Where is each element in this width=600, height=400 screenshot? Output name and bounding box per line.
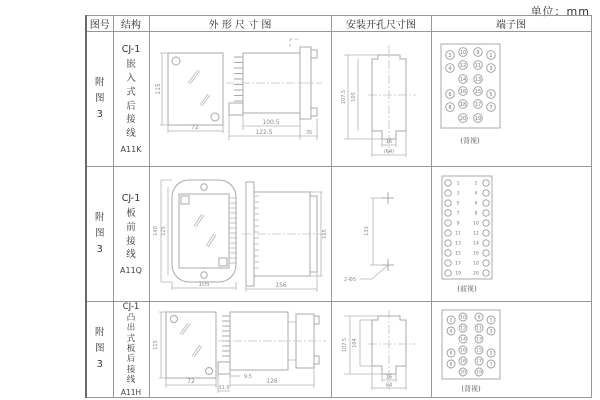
dim-outer-height: 140 [153,225,159,236]
cell-structure-3 [113,302,149,398]
dashed-hook [290,39,300,47]
cell-outline-3 [149,302,331,398]
terminal-number: 8 [449,362,453,368]
terminal-diagram-a11h [432,304,590,395]
dim-width: 105 [198,280,210,288]
structure-desc: 凸出式板后接线 [126,313,136,386]
outline-drawing-a11k [150,33,330,166]
dim-depth3: 126 [266,377,278,385]
screw-hole [206,367,213,374]
header-mounting: 安装开孔尺寸图 [331,16,431,32]
pin-comb [254,196,259,268]
view-label: (背视) [461,384,481,393]
terminal-number: 7 [489,104,493,111]
terminal-number: 16 [460,348,466,354]
terminal-number: 6 [448,91,452,98]
structure-desc: 嵌入式后接线 [126,59,136,140]
screw-hole [211,113,219,121]
terminal-number: 19 [476,370,482,376]
terminal-number: 11 [476,326,482,332]
terminal-number: 11 [455,231,461,237]
structure-code: A11K [120,144,142,154]
glass-hatch [194,214,216,247]
cell-figure-3 [86,302,113,398]
terminal-number: 15 [474,88,482,95]
cell-outline-2 [149,167,331,302]
dim-h1: 107.5 [342,337,348,352]
terminal-number: 8 [448,104,452,111]
terminal-number: 17 [476,359,482,365]
glass-hatch [180,323,202,357]
mounting-drawing-a11h [332,304,430,395]
terminal-number: 13 [476,337,482,343]
figure-no: 附图3 [95,211,105,256]
screw-hole [201,183,207,189]
cell-terminal-1 [431,32,591,167]
dim-depth2: 122.5 [255,128,273,136]
outline-drawing-a11q [150,168,330,301]
dim-h1: 107.5 [341,89,347,104]
outline-drawing-a11h [150,304,330,395]
flange-tab [314,356,319,364]
header-outline: 外 形 尺 寸 图 [149,16,331,32]
dim-height: 115 [153,339,159,350]
dim-h2: 105 [351,91,357,102]
terminal-number: 1 [489,52,493,59]
dim-height: 115 [155,82,162,95]
structure-model: CJ-1 [121,192,141,204]
terminal-number: 19 [455,271,461,277]
screw-hole [172,57,180,65]
terminal-number: 11 [474,62,482,69]
header-structure: 结构 [113,16,149,32]
terminal-number: 12 [473,231,479,237]
header-figure-no: 图号 [86,16,113,32]
dim-width: 72 [191,123,199,131]
terminal-number: 3 [456,191,460,197]
header-row [86,16,591,32]
terminal-number: 13 [474,76,482,83]
terminal-number: 20 [460,370,466,376]
terminal-number: 6 [474,201,478,207]
terminal-number: 10 [473,221,479,227]
terminal-number: 9 [476,49,480,56]
header-terminal: 端子图 [431,16,591,32]
dim-flange: 35 [305,129,313,136]
terminal-number: 18 [459,101,467,108]
terminal-number: 15 [455,251,461,257]
terminal-number: 2 [474,181,478,187]
structure-model: CJ-1 [121,44,141,56]
terminal-number: 4 [448,65,452,72]
cell-terminal-3 [431,302,591,398]
terminal-number: 5 [456,201,460,207]
table-row-a11k [86,32,591,167]
terminal-number: 19 [474,115,482,122]
structure-model: CJ-1 [122,302,140,312]
spec-table [85,15,592,398]
cell-terminal-2 [431,167,591,302]
terminal-number: 3 [489,329,493,335]
terminal-number: 18 [460,359,466,365]
dim-inner-height: 125 [161,225,167,236]
mounting-drawing-a11q [332,168,430,301]
terminal-number: 7 [489,362,493,368]
dim-depth1: 100.5 [262,118,280,126]
flange-tab [311,108,317,116]
terminal-number: 12 [459,62,467,69]
terminal-number: 3 [489,65,493,72]
terminal-number: 17 [455,261,461,267]
terminal-number: 14 [460,337,466,343]
terminal-number: 1 [489,318,493,324]
terminal-number: 13 [455,241,461,247]
terminal-number: 7 [456,211,460,217]
terminal-number: 16 [473,251,479,257]
figure-no: 附图3 [95,327,105,371]
mounting-drawing-a11k [332,33,430,166]
cell-figure-1 [86,32,113,167]
terminal-number: 14 [459,76,467,83]
terminal-number: 4 [474,191,478,197]
dim-depth1: 31.5 [218,384,230,391]
terminal-number: 10 [459,49,467,56]
glass-hatch [188,70,210,106]
dim-w2: 64 [385,382,393,389]
dim-side-height: 115 [322,228,328,239]
dim-width: 72 [187,377,195,385]
terminal-number: 12 [460,326,466,332]
flange-tab [311,50,317,58]
dim-h2: 104 [352,337,358,348]
structure-code: A11H [120,387,142,397]
terminal-number: 2 [449,318,453,324]
drill-cross [382,192,394,204]
screw-hole [201,271,207,277]
terminal-number: 9 [477,315,481,321]
figure-no: 附图3 [95,76,105,121]
table-row-a11q [86,167,591,302]
dim-depth2: 9.5 [244,373,252,380]
cell-structure-2 [113,167,149,302]
terminal-number: 5 [489,91,493,98]
cell-figure-2 [86,167,113,302]
terminal-number: 9 [456,221,460,227]
terminal-number: 5 [489,351,493,357]
structure-code: A11Q [120,266,142,276]
terminal-number: 1 [456,181,460,187]
dim-hole-span: 133 [364,225,370,236]
cell-outline-1 [149,32,331,167]
terminal-number: 18 [473,261,479,267]
structure-desc: 板前接线 [126,207,136,261]
dim-w1: 16 [385,138,393,145]
cell-mounting-3 [331,302,431,398]
pin-comb [222,316,230,356]
terminal-number: 16 [459,88,467,95]
terminal-number: 2 [448,52,452,59]
terminal-number: 6 [449,351,453,357]
terminal-number: 4 [449,329,453,335]
terminal-number: 8 [474,211,478,217]
terminal-number: 17 [474,101,482,108]
view-label: (前视) [457,284,477,293]
dim-w1: 16 [385,374,393,381]
terminal-number: 14 [473,241,479,247]
cell-mounting-2 [331,167,431,302]
cell-mounting-1 [331,32,431,167]
table-row-a11h [86,302,591,398]
pin-comb [234,57,243,101]
terminal-number: 20 [459,115,467,122]
terminal-number: 10 [460,315,466,321]
dim-w2: (64) [383,148,395,155]
unit-label: 单位：mm [530,5,590,18]
terminal-diagram-a11k [432,33,590,166]
terminal-number: 20 [473,271,479,277]
view-label: (背视) [460,136,480,145]
terminal-diagram-a11q [432,168,590,301]
flange-tab [314,316,319,324]
dim-length: 156 [275,281,287,289]
cell-structure-1 [113,32,149,167]
hole-note: 2-Φ5 [343,276,357,283]
screw-hole [171,315,178,322]
terminal-number: 15 [476,348,482,354]
